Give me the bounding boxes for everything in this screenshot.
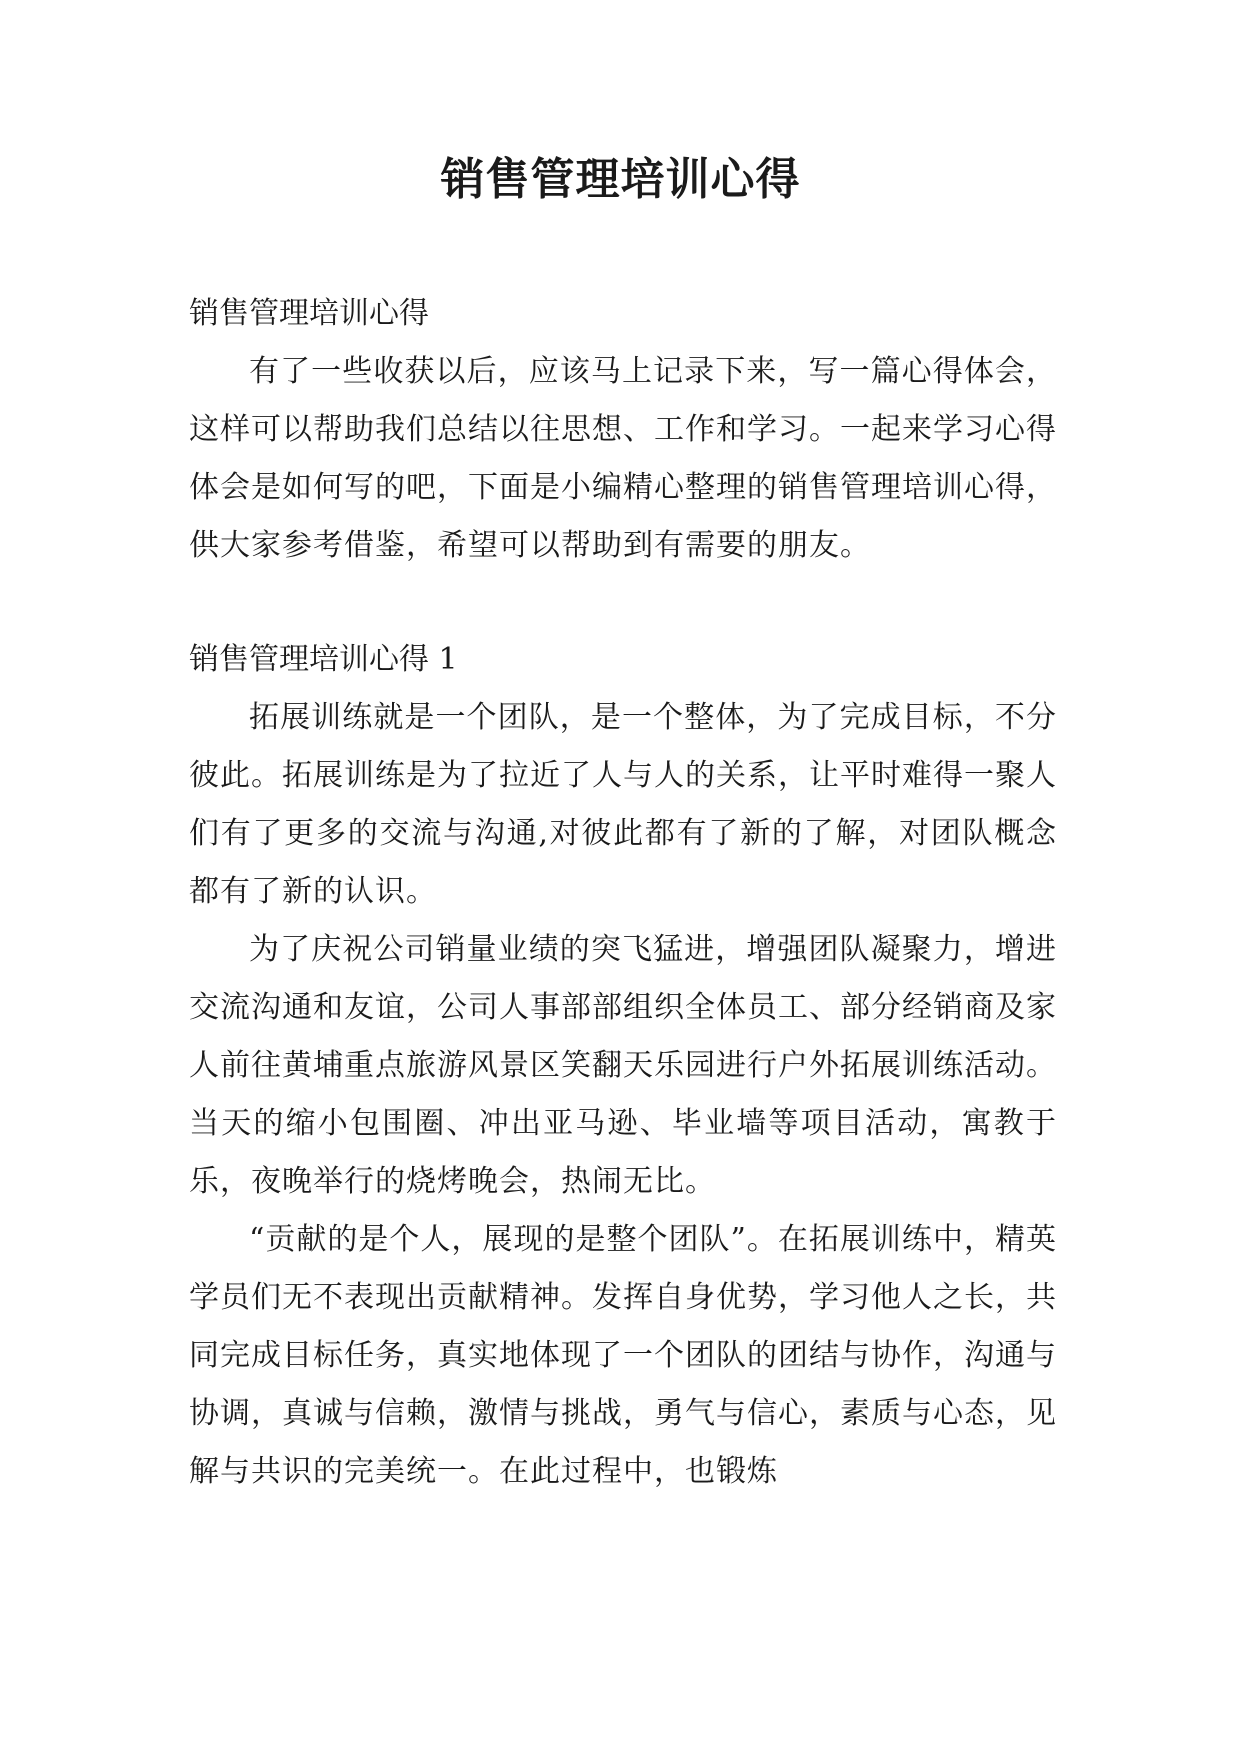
document-body xyxy=(189,285,1057,1501)
section-heading: 销售管理培训心得 1 xyxy=(189,642,458,677)
document-title: 销售管理培训心得 xyxy=(440,154,801,205)
body-paragraph: “贡献的是个人，展现的是整个团队”。在拓展训练中，精英学员们无不表现出贡献精神。发挥自身优势，学习他人之长，共同完成目标任务，真实地体现了一个团队的团结与协作，沟通与协调，真诚与信赖，激情与挑战，勇气与信心，素质与心态，见解与共识的完美统一。在此过程中，也锻炼 xyxy=(189,1222,1057,1489)
body-paragraph: 为了庆祝公司销量业绩的突飞猛进，增强团队凝聚力，增进交流沟通和友谊，公司人事部部组织全体员工、部分经销商及家人前往黄埔重点旅游风景区笑翻天乐园进行户外拓展训练活动。当天的缩小包围圈、冲出亚马逊、毕业墙等项目活动，寓教于乐，夜晚举行的烧烤晚会，热闹无比。 xyxy=(189,932,1057,1199)
intro-paragraph: 有了一些收获以后，应该马上记录下来，写一篇心得体会，这样可以帮助我们总结以往思想、工作和学习。一起来学习心得体会是如何写的吧，下面是小编精心整理的销售管理培训心得，供大家参考借鉴，希望可以帮助到有需要的朋友。 xyxy=(189,354,1057,563)
body-paragraph: 拓展训练就是一个团队，是一个整体，为了完成目标，不分彼此。拓展训练是为了拉近了人与人的关系，让平时难得一聚人们有了更多的交流与沟通,对彼此都有了新的了解，对团队概念都有了新的认识。 xyxy=(189,700,1057,909)
intro-heading: 销售管理培训心得 xyxy=(189,296,429,331)
section-spacer xyxy=(189,575,1057,631)
